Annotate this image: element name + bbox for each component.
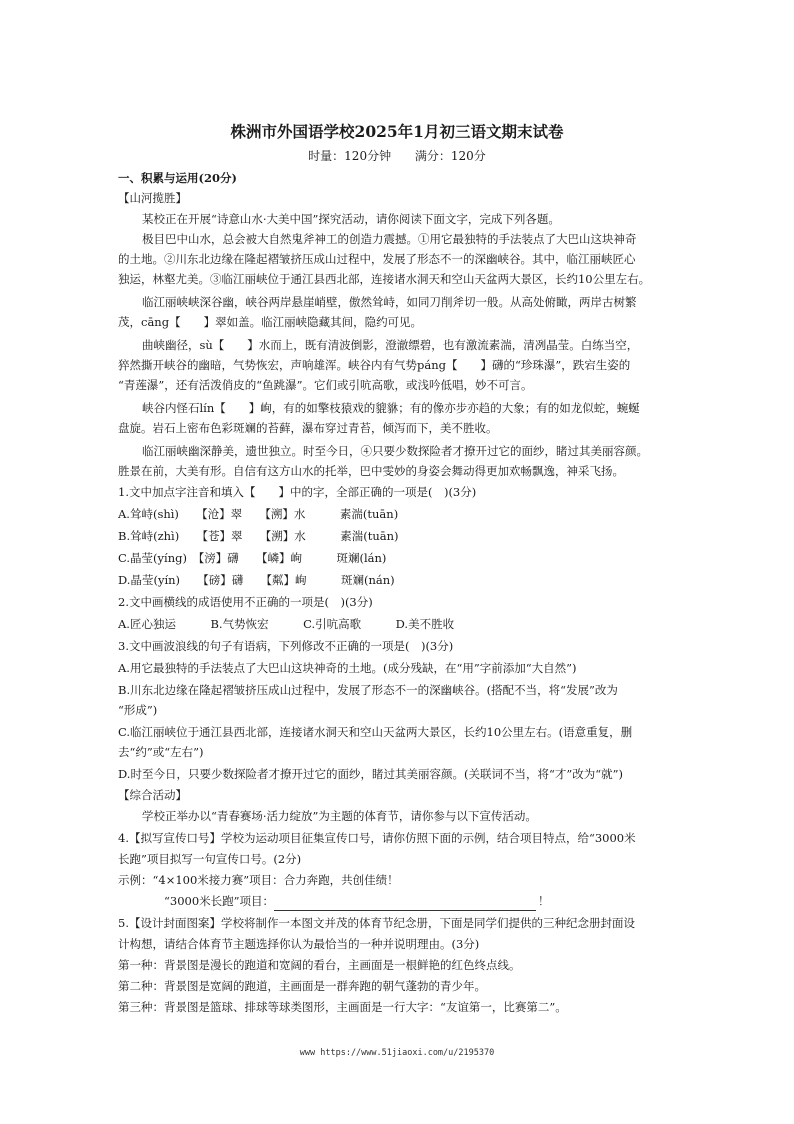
q5-option-1: 第一种：背景图是漫长的跑道和宽阔的看台，主画面是一根鲜艳的红色终点线。: [118, 958, 521, 972]
subsection-tag: 【综合活动】: [118, 788, 187, 802]
q3-option-b-cont: “形成”): [118, 703, 158, 717]
q1-option-a: A.耸峙(shì) 【沧】翠 【溯】水 素湍(tuān): [118, 507, 399, 521]
passage-line: 极目巴中山水，总会被大自然鬼斧神工的创造力震撼。①用它最独特的手法装点了大巴山这块神奇: [142, 232, 637, 246]
passage-line: 曲峡幽径，sù【 】水而上，既有清波倒影，澄澈缥碧，也有激流素湍，清冽晶莹。白练当空，: [142, 338, 639, 352]
q4-answer-end: ！: [538, 894, 550, 908]
passage-line: “青莲瀑”，还有活泼俏皮的“鱼跳瀑”。它们或引吭高歌，或浅吟低唱，妙不可言。: [118, 378, 533, 392]
passage-line: 峡谷内怪石lín【 】峋，有的如擎枝猿戏的貔貅；有的像亦步亦趋的大象；有的如龙似蛇，蜿蜒: [142, 401, 640, 415]
question-2: 2.文中画横线的成语使用不正确的一项是( )(3分): [118, 595, 373, 609]
question-5: 5.【设计封面图案】学校将制作一本图文并茂的体育节纪念册，下面是同学们提供的三种纪念册封面设: [118, 916, 635, 930]
passage-line: 猝然撕开峡谷的幽暗，气势恢宏，声响雄浑。峡谷内有气势páng【 】礴的“珍珠瀑”，跌宕生姿的: [118, 358, 631, 372]
passage-intro: 某校正在开展“诗意山水·大美中国”探究活动，请你阅读下面文字，完成下列各题。: [142, 212, 560, 226]
question-4-cont: 长跑”项目拟写一句宣传口号。(2分): [118, 852, 302, 866]
q5-option-2: 第二种：背景图是宽阔的跑道，主画面是一群奔跑的朝气蓬勃的青少年。: [118, 979, 486, 993]
q4-answer-label: “3000米长跑”项目：: [164, 894, 275, 908]
answer-blank[interactable]: [274, 898, 536, 911]
q4-answer-line: [164, 892, 678, 911]
passage-line: 胜景在前，大美有形。自信有这方山水的托举，巴中雯妙的身姿会舞动得更加欢畅飘逸，神采飞扬。: [118, 464, 624, 478]
question-5-cont: 计构想，请结合体育节主题选择你认为最恰当的一种并说明理由。(3分): [118, 937, 480, 951]
q2-options: A.匠心独运 B.气势恢宏 C.引吭高歌 D.美不胜收: [118, 617, 455, 631]
section-heading: 一、积累与运用(20分): [118, 171, 237, 185]
q4-example: 示例：“4×100米接力赛”项目：合力奔跑，共创佳绩！: [118, 873, 399, 887]
passage-line: 临江丽峡峡深谷幽，峡谷两岸悬崖峭壁，傲然耸峙，如同刀削斧切一般。从高处俯瞰，两岸古树繁: [142, 295, 637, 309]
passage-line: 盘旋。岩石上密布色彩斑斓的苔藓，瀑布穿过青苔，倾泻而下，美不胜收。: [118, 421, 498, 435]
q1-option-b: B.耸峙(zhì) 【苍】翠 【溯】水 素湍(tuān): [118, 529, 399, 543]
activity-intro: 学校正举办以“青春赛场·活力绽放”为主题的体育节，请你参与以下宣传活动。: [142, 809, 537, 823]
exam-score: 满分：120分: [414, 149, 486, 163]
exam-meta: [0, 146, 794, 166]
subsection-tag: 【山河揽胜】: [118, 191, 187, 205]
footer-url: www https://www.51jiaoxi.com/u/2195370: [299, 1048, 495, 1058]
q5-option-3: 第三种：背景图是篮球、排球等球类图形，主画面是一行大字：“友谊第一，比赛第二”。: [118, 1000, 567, 1014]
passage-line: 独运，林壑尤美。③临江丽峡位于通江县西北部，连接诸水洞天和空山天盆两大景区，长约10公里左右。: [118, 272, 651, 286]
q3-option-c-cont: 去“约”或“左右”): [118, 745, 204, 759]
exam-title: 株洲市外国语学校2025年1月初三语文期末试卷: [230, 122, 564, 141]
passage-line: 的土地。②川东北边缘在隆起褶皱挤压成山过程中，发展了形态不一的深幽峡谷。其中，临江丽峡匠心: [118, 252, 636, 266]
passage-line: 临江丽峡幽深静美，遗世独立。时至今日，④只要少数探险者才撩开过它的面纱，睹过其美丽容颜。: [142, 444, 648, 458]
q1-option-d: D.晶莹(yín) 【磅】礴 【粼】峋 斑斓(nán): [118, 573, 395, 587]
question-1: 1.文中加点字注音和填入【 】中的字，全部正确的一项是( )(3分): [118, 485, 477, 499]
exam-time: 时量：120分钟: [308, 149, 392, 163]
q3-option-d: D.时至今日，只要少数探险者才撩开过它的面纱，睹过其美丽容颜。(关联词不当，将“才”改为“就”): [118, 767, 623, 781]
q3-option-c: C.临江丽峡位于通江县西北部，连接诸水洞天和空山天盆两大景区，长约10公里左右。(语意重复，删: [118, 725, 633, 739]
q3-option-a: A.用它最独特的手法装点了大巴山这块神奇的土地。(成分残缺，在“用”字前添加“大自然”): [118, 661, 577, 675]
q1-option-c: C.晶莹(yíng) 【滂】礴 【嶙】峋 斑斓(lán): [118, 551, 387, 565]
q3-option-b: B.川东北边缘在隆起褶皱挤压成山过程中，发展了形态不一的深幽峡谷。(搭配不当，将“发展”改为: [118, 683, 618, 697]
question-4: 4.【拟写宣传口号】学校为运动项目征集宣传口号，请你仿照下面的示例，结合项目特点，给“3000米: [118, 831, 636, 845]
question-3: 3.文中画波浪线的句子有语病，下列修改不正确的一项是( )(3分): [118, 639, 454, 653]
passage-line: 茂，cāng【 】翠如盖。临江丽峡隐藏其间，隐约可见。: [118, 315, 423, 329]
